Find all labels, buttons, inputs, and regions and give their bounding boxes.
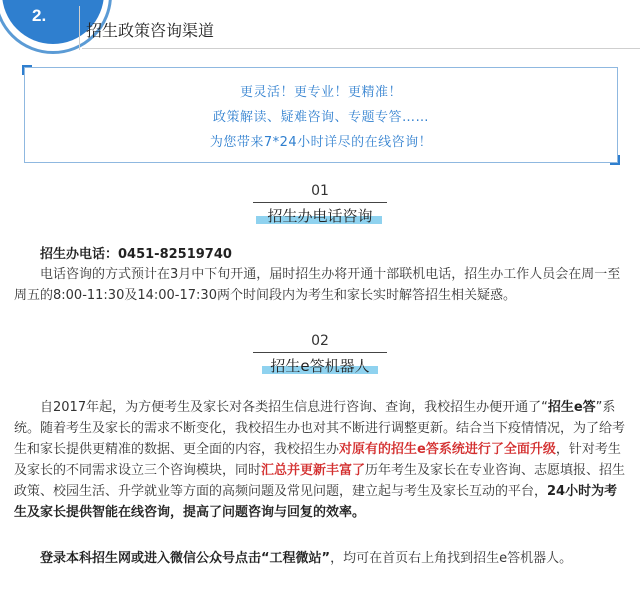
text-run: 自2017年起，为方便考生及家长对各类招生信息进行咨询、查询，我校招生办便开通了“: [40, 400, 548, 415]
robot-paragraph: [14, 397, 630, 523]
text-run: ，针对考生及家长的不同需求设立三个咨询模块，同时: [14, 442, 621, 478]
phone-paragraph: 电话咨询的方式预计在3月中下旬开通，届时招生办将开通十部联机电话，招生办工作人员会在周一至周五的8:00-11:30及14:00-17:30两个时间段内为考生和家长实时解答招生相关疑惑。: [14, 267, 621, 303]
intro-line-1: 更灵活！更专业！更精准！: [239, 85, 402, 100]
subsection-rule: [253, 352, 387, 353]
intro-corner-decoration: [610, 155, 620, 165]
intro-corner-decoration: [22, 65, 32, 75]
text-run-red: 对原有的招生e答系统进行了全面升级: [339, 442, 556, 457]
text-run: ”系统。随着考生及家长的需求不断变化，我校招生办也对其不断进行调整更新。结合当下疫情情况，为了给考生和家长提供更精准的数据、更全面的内容，我校招生办: [14, 400, 626, 457]
header-rule: [82, 48, 640, 49]
text-run-bold: 24小时为考生及家长提供智能在线咨询，提高了问题咨询与回复的效率。: [14, 484, 618, 520]
subsection-title: 招生办电话咨询: [267, 207, 373, 225]
access-paragraph: [14, 548, 630, 569]
section-number: 2.: [32, 6, 47, 25]
text-run-bold: 招生e答: [547, 400, 596, 415]
text-run-red: 汇总并更新丰富了: [261, 463, 366, 478]
phone-label: 招生办电话：0451-82519740: [40, 247, 232, 262]
header-divider: [79, 6, 80, 50]
intro-line-2: 政策解读、疑难咨询、专题专答……: [212, 110, 429, 125]
subsection-rule: [253, 202, 387, 203]
subsection-number: 01: [311, 183, 329, 199]
text-run: 历年考生及家长在专业咨询、志愿填报、招生政策、校园生活、升学就业等方面的高频问题及常见问题，建立起与考生及家长互动的平台，: [14, 463, 626, 499]
subsection-number: 02: [311, 333, 329, 349]
subsection-title: 招生e答机器人: [270, 357, 370, 375]
section-title: 招生政策咨询渠道: [86, 21, 215, 40]
text-run-bold: 登录本科招生网或进入微信公众号点击“工程微站”: [40, 551, 331, 566]
intro-line-3: 为您带来7*24小时详尽的在线咨询！: [209, 135, 433, 150]
section-header: [0, 0, 640, 60]
text-run: ，均可在首页右上角找到招生e答机器人。: [330, 551, 573, 566]
